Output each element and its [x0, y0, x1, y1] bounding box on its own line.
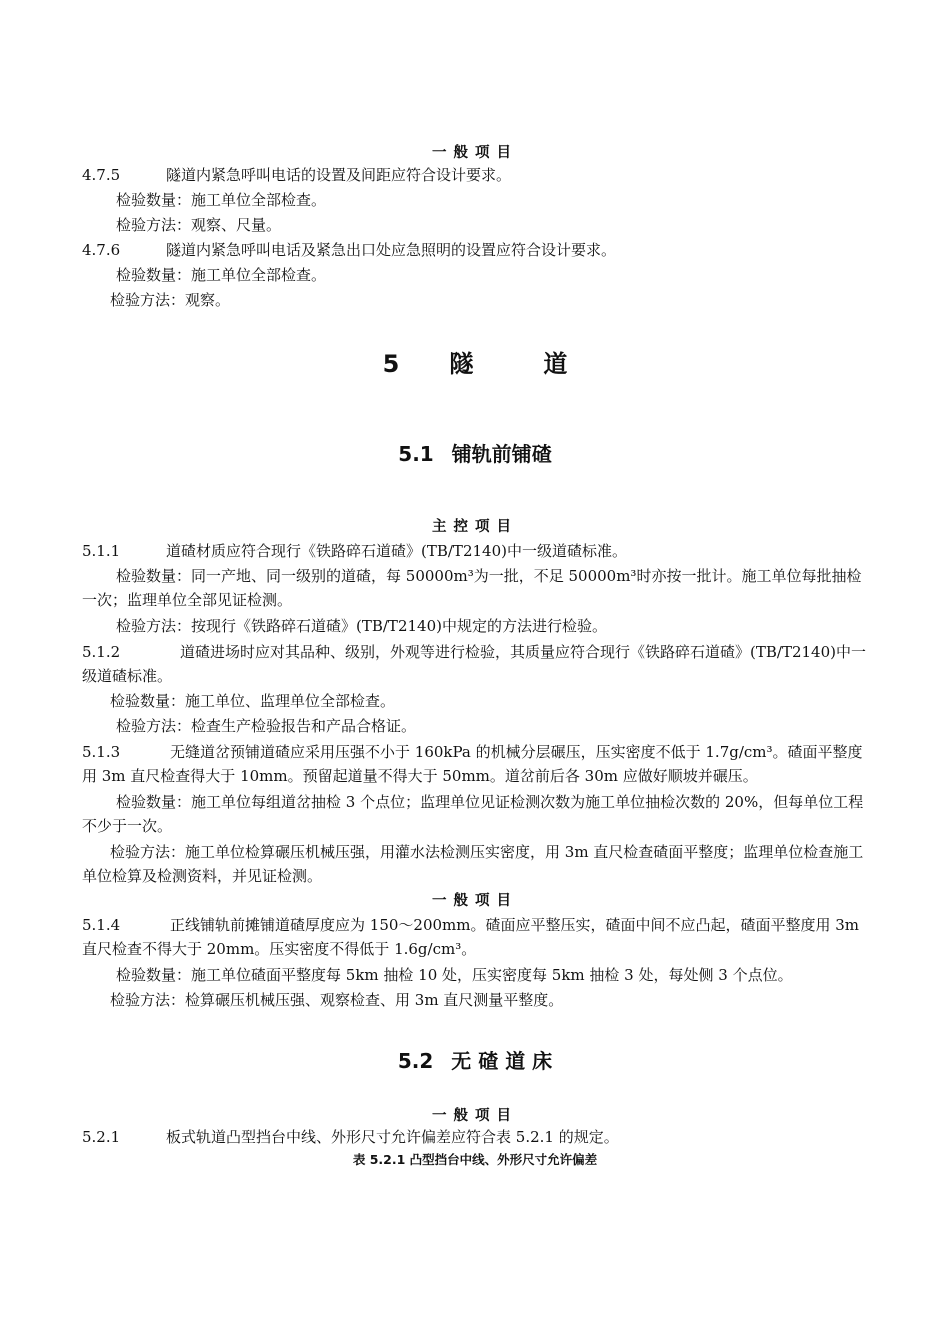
clause-number: 5.2.1	[82, 1128, 121, 1146]
inspection-quantity: 检验数量：同一产地、同一级别的道碴，每 50000m³为一批，不足 50000m³时亦按一批计。施工单位每批抽检一次；监理单位全部见证检测。	[82, 567, 862, 609]
section-5-1-title	[0, 438, 950, 467]
clause-number: 4.7.5	[82, 166, 121, 184]
clause-5-1-4	[82, 913, 872, 961]
inspection-quantity: 检验数量：施工单位全部检查。	[116, 266, 327, 284]
clause-text: 板式轨道凸型挡台中线、外形尺寸允许偏差应符合表 5.2.1 的规定。	[166, 1128, 619, 1146]
inspection-method: 检验方法：观察、尺量。	[116, 216, 282, 234]
clause-5-1-2	[82, 640, 872, 688]
clause-5-1-3	[82, 740, 872, 788]
inspection-method: 检验方法：检算碾压机械压强、观察检查、用 3m 直尺测量平整度。	[110, 991, 564, 1009]
general-items-heading-1: 一般项目	[432, 145, 518, 161]
general-items-heading-3: 一般项目	[432, 1108, 518, 1124]
inspection-quantity: 检验数量：施工单位每组道岔抽检 3 个点位；监理单位见证检测次数为施工单位抽检次数的 20%，但每单位工程不少于一次。	[82, 793, 864, 835]
chapter-number: 5	[382, 350, 400, 378]
table-caption: 表 5.2.1 凸型挡台中线、外形尺寸允许偏差	[352, 1152, 598, 1167]
inspection-quantity: 检验数量：施工单位、监理单位全部检查。	[110, 692, 396, 710]
clause-5-1-1	[82, 540, 627, 562]
inspection-method: 检验方法：施工单位检算碾压机械压强，用灌水法检测压实密度，用 3m 直尺检查碴面平整度；监理单位检查施工单位检算及检测资料，并见证检测。	[82, 843, 864, 885]
clause-text: 隧道内紧急呼叫电话的设置及间距应符合设计要求。	[166, 166, 512, 184]
clause-number: 5.1.1	[82, 542, 121, 560]
section-number: 5.2	[397, 1049, 434, 1073]
inspection-quantity: 检验数量：施工单位碴面平整度每 5km 抽检 10 处，压实密度每 5km 抽检 3 处，每处侧 3 个点位。	[116, 966, 793, 984]
section-number: 5.1	[398, 442, 434, 466]
clause-text: 道碴进场时应对其品种、级别，外观等进行检验，其质量应符合现行《铁路碎石道碴》(TB/T2140)中一级道碴标准。	[82, 643, 866, 685]
clause-4-7-6	[82, 239, 616, 261]
section-title: 无 碴 道 床	[451, 1049, 553, 1073]
main-control-items-heading: 主控项目	[432, 519, 518, 535]
inspection-method: 检验方法：观察。	[110, 291, 231, 309]
chapter-title	[0, 344, 950, 379]
clause-text: 隧道内紧急呼叫电话及紧急出口处应急照明的设置应符合设计要求。	[166, 241, 617, 259]
clause-5-2-1	[82, 1126, 619, 1148]
clause-text: 正线铺轨前摊铺道碴厚度应为 150～200mm。碴面应平整压实，碴面中间不应凸起，碴面平整度用 3m 直尺检查不得大于 20mm。压实密度不得低于 1.6g/cm³。	[82, 916, 860, 958]
clause-number: 5.1.2	[82, 643, 121, 661]
clause-text: 道碴材质应符合现行《铁路碎石道碴》(TB/T2140)中一级道碴标准。	[166, 542, 627, 560]
chapter-char-2: 道	[543, 350, 568, 378]
general-items-heading-2: 一般项目	[432, 893, 518, 909]
inspection-method: 检验方法：检查生产检验报告和产品合格证。	[116, 717, 417, 735]
inspection-method: 检验方法：按现行《铁路碎石道碴》(TB/T2140)中规定的方法进行检验。	[116, 617, 607, 635]
chapter-char-1: 隧	[449, 350, 474, 378]
clause-4-7-5	[82, 164, 511, 186]
clause-number: 4.7.6	[82, 241, 121, 259]
inspection-quantity: 检验数量：施工单位全部检查。	[116, 191, 327, 209]
clause-text: 无缝道岔预铺道碴应采用压强不小于 160kPa 的机械分层碾压，压实密度不低于 1.7g/cm³。碴面平整度用 3m 直尺检查得大于 10mm。预留起道量不得大于 50mm。道岔前后各 30m 应做好顺坡并碾压。	[82, 743, 863, 785]
section-title: 铺轨前铺碴	[451, 442, 552, 466]
clause-number: 5.1.4	[82, 916, 121, 934]
clause-number: 5.1.3	[82, 743, 121, 761]
section-5-2-title	[0, 1045, 950, 1074]
